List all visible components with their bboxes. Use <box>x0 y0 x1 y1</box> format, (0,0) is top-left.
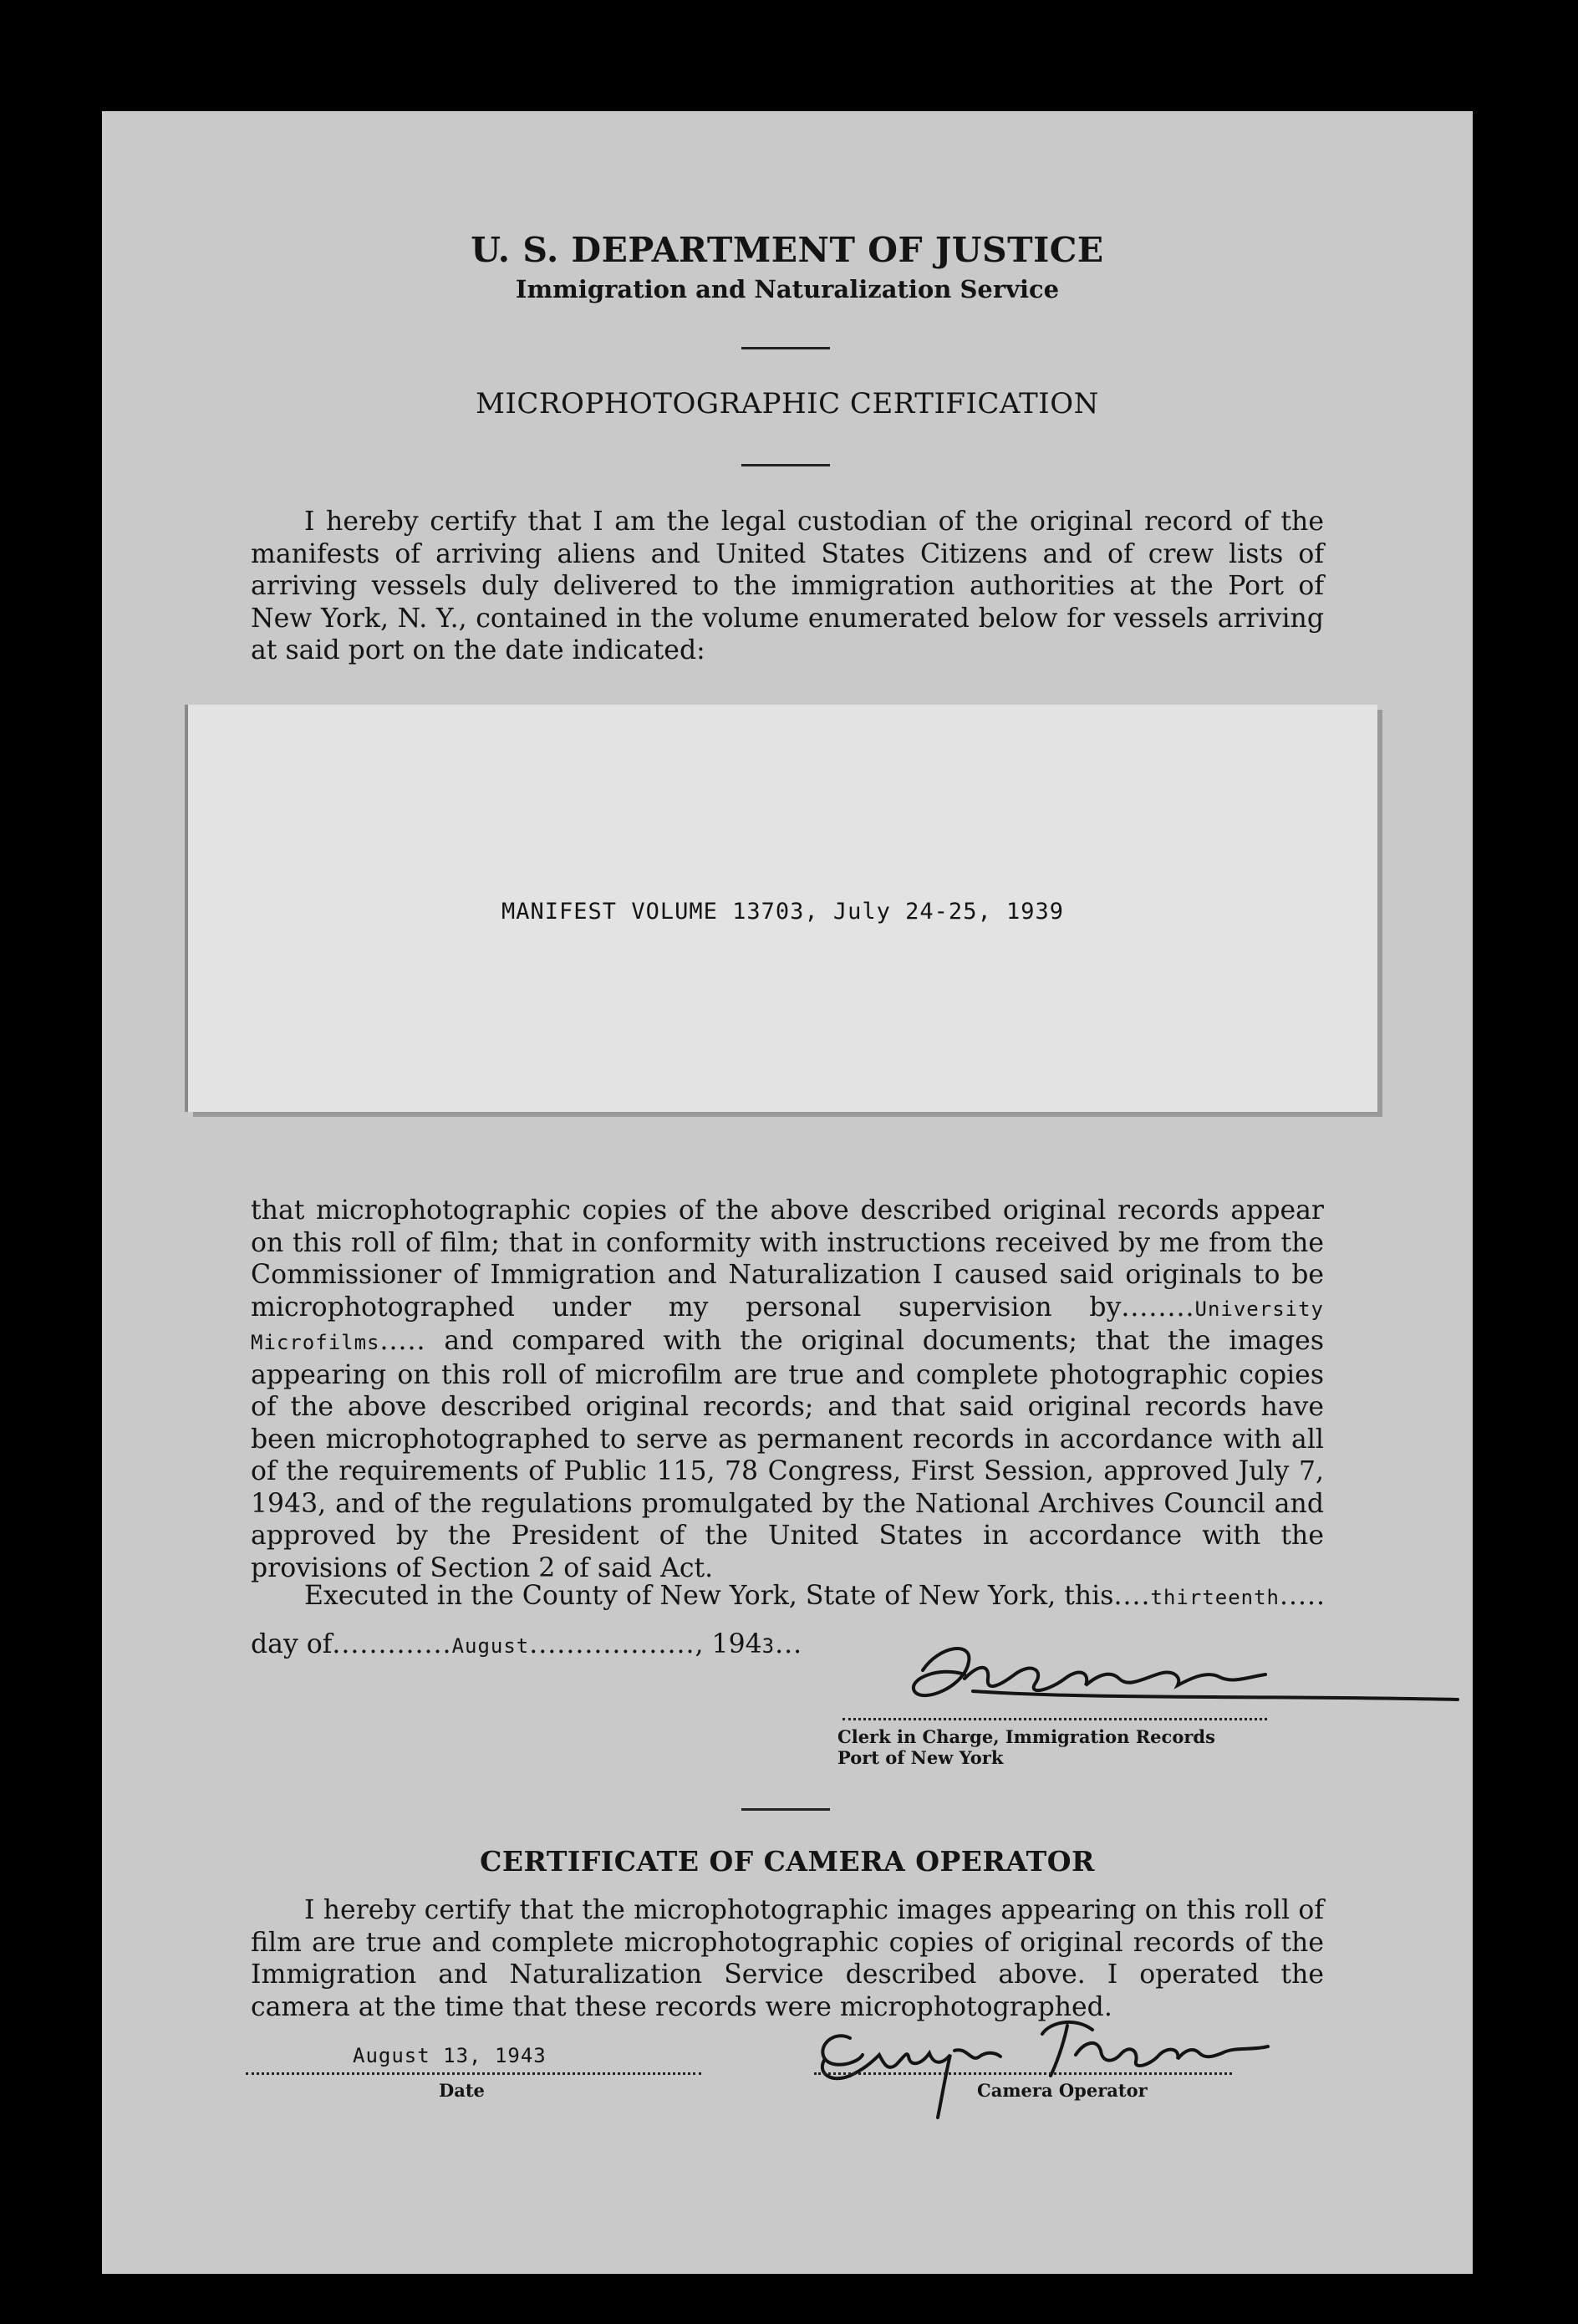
camera-operator-paragraph: I hereby certify that the microphotographic images appearing on this roll of film are true and complete microphotographic copies of original records of the Immigration and Naturalization Service described above. I operated the camera at the time that these records were microphotographed. <box>251 1895 1324 2022</box>
certification-title: MICROPHOTOGRAPHIC CERTIFICATION <box>476 387 1099 420</box>
dotted-fill: .... <box>1113 1581 1151 1611</box>
year-prefix: , 194 <box>695 1629 762 1659</box>
day-value: thirteenth <box>1150 1586 1280 1609</box>
camera-operator-signature <box>800 2005 1318 2126</box>
department-heading: U. S. DEPARTMENT OF JUSTICE <box>471 230 1104 270</box>
divider-rule <box>741 464 830 466</box>
date-line <box>251 1629 802 1659</box>
service-heading: Immigration and Naturalization Service <box>515 275 1060 303</box>
camera-operator-title: CERTIFICATE OF CAMERA OPERATOR <box>480 1845 1095 1878</box>
divider-rule <box>741 1808 830 1811</box>
signature-line <box>814 2072 1232 2075</box>
body-text-part1: that microphotographic copies of the above described original records appear on this roll of film; that in conformity with instructions received by me from the Commissioner of Immigration and Naturalization I caused said originals to be microphotographed under my personal supervision by <box>251 1195 1324 1323</box>
signature-line <box>842 1718 1267 1720</box>
body-text-part2: and compared with the original documents; that the images appearing on this roll of microfilm are true and complete photographic copies of the above described original records; and that said original records have been microphotographed to serve as permanent records in accordance with all of the requirements of Public 115, 78 Congress, First Session, approved July 7, 1943, and of the regulations promulgated by the National Archives Council and approved by the President of the United States in accordance with the provisions of Section 2 of said Act. <box>251 1326 1324 1583</box>
camera-operator-label: Camera Operator <box>977 2080 1148 2101</box>
operator-date-value: August 13, 1943 <box>353 2044 547 2067</box>
dotted-fill: ... <box>775 1629 803 1659</box>
dotted-fill: .................. <box>529 1629 695 1659</box>
date-line <box>246 2072 701 2075</box>
intro-paragraph: I hereby certify that I am the legal custodian of the original record of the manifests of arriving aliens and United States Citizens and of crew lists of arriving vessels duly delivered to the immigration authorities at the Port of New York, N. Y., contained in the volume enumerated below for vessels arriving at said port on the date indicated: <box>251 507 1324 665</box>
volume-label-card <box>188 705 1377 1112</box>
volume-label: MANIFEST VOLUME 13703, July 24-25, 1939 <box>501 899 1064 925</box>
year-value: 3 <box>761 1634 776 1658</box>
body-paragraph <box>251 1195 1324 1584</box>
dotted-fill: ..... <box>1280 1581 1326 1611</box>
clerk-title <box>837 1726 1215 1768</box>
execution-line <box>304 1581 1326 1611</box>
clerk-signature <box>889 1628 1474 1729</box>
execution-text: Executed in the County of New York, State of New York, this <box>304 1581 1114 1611</box>
certificate-sheet <box>102 111 1473 2274</box>
dotted-fill: ........ <box>1121 1292 1195 1323</box>
filmed-by-value: University Microfilms <box>251 1297 1324 1354</box>
date-label: Date <box>439 2080 485 2101</box>
month-value: August <box>451 1634 530 1658</box>
divider-rule <box>741 347 830 349</box>
dotted-fill: ............. <box>332 1629 452 1659</box>
clerk-title-line1: Clerk in Charge, Immigration Records <box>837 1726 1215 1747</box>
clerk-title-line2: Port of New York <box>837 1747 1004 1768</box>
dotted-fill: ..... <box>379 1326 426 1356</box>
day-of-text: day of <box>251 1629 333 1659</box>
